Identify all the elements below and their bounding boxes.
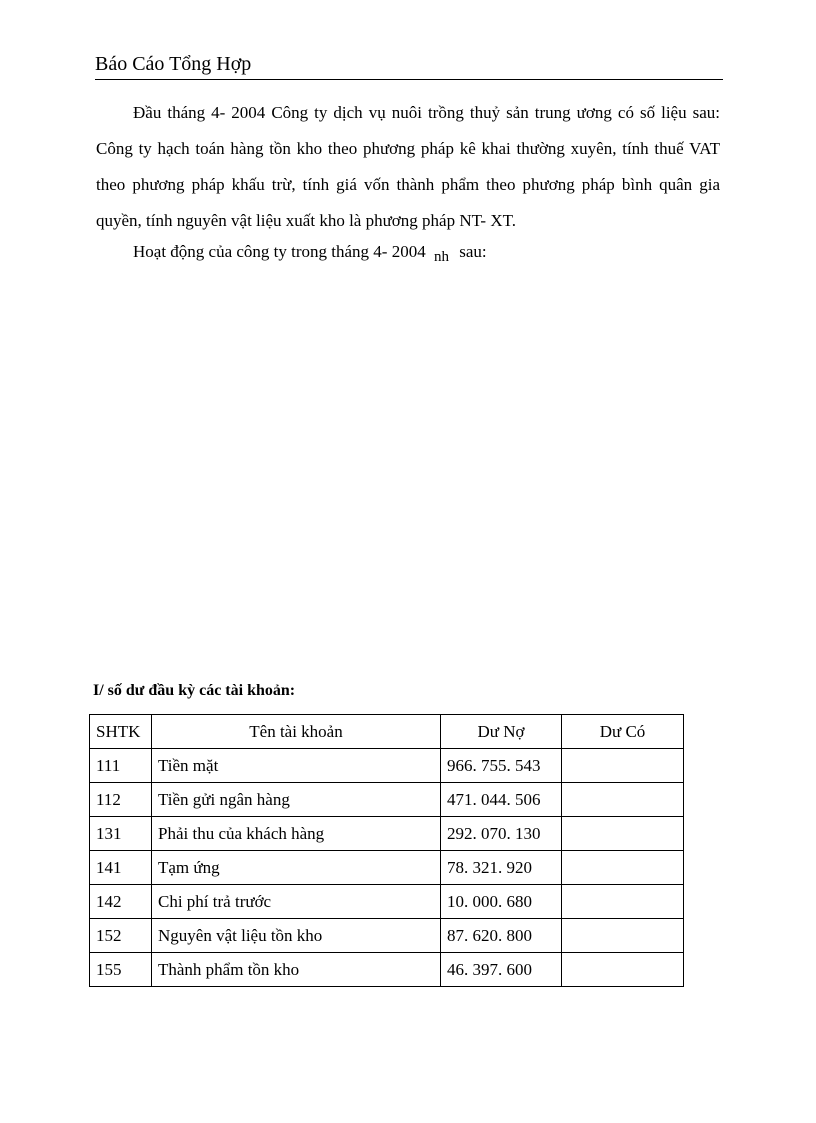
page-header-title: Báo Cáo Tổng Hợp (95, 53, 252, 75)
account-credit (562, 851, 684, 885)
activity-text-end: sau: (459, 242, 487, 261)
intro-paragraph: Đầu tháng 4- 2004 Công ty dịch vụ nuôi trồng thuỷ sản trung ương có số liệu sau: Công ty hạch toán hàng tồn kho theo phương pháp kê khai thường xuyên, tính thuế VAT theo phương pháp khấu trừ, tính giá vốn thành phẩm theo phương pháp bình quân gia quyền, tính nguyên vật liệu xuất kho là phương pháp NT- XT. (96, 103, 720, 230)
account-debit: 292. 070. 130 (441, 817, 562, 851)
account-debit: 78. 321. 920 (441, 851, 562, 885)
table-row (90, 919, 684, 953)
activity-text: Hoạt động của công ty trong tháng 4- 2004 (133, 242, 426, 261)
account-debit: 46. 397. 600 (441, 953, 562, 987)
section-title: I/ số dư đầu kỳ các tài khoản: (93, 682, 296, 699)
account-code: 155 (90, 953, 152, 987)
balance-table (89, 714, 684, 987)
account-debit: 87. 620. 800 (441, 919, 562, 953)
account-name: Thành phẩm tồn kho (152, 953, 441, 987)
page-header (95, 52, 723, 80)
account-name: Nguyên vật liệu tồn kho (152, 919, 441, 953)
header-shtk: SHTK (90, 715, 152, 749)
activity-paragraph (96, 234, 720, 271)
account-debit: 10. 000. 680 (441, 885, 562, 919)
table-header-row (90, 715, 684, 749)
header-account-name: Tên tài khoản (152, 715, 441, 749)
account-code: 112 (90, 783, 152, 817)
account-name: Tiền gửi ngân hàng (152, 783, 441, 817)
account-name: Phải thu của khách hàng (152, 817, 441, 851)
account-code: 141 (90, 851, 152, 885)
account-debit: 966. 755. 543 (441, 749, 562, 783)
account-credit (562, 749, 684, 783)
table-row (90, 851, 684, 885)
account-credit (562, 953, 684, 987)
account-name: Tạm ứng (152, 851, 441, 885)
account-credit (562, 885, 684, 919)
account-code: 152 (90, 919, 152, 953)
account-code: 111 (90, 749, 152, 783)
table-row (90, 953, 684, 987)
account-name: Tiền mặt (152, 749, 441, 783)
account-name: Chi phí trả trước (152, 885, 441, 919)
account-code: 142 (90, 885, 152, 919)
table-row (90, 817, 684, 851)
table-row (90, 783, 684, 817)
header-debit: Dư Nợ (441, 715, 562, 749)
table-row (90, 885, 684, 919)
account-credit (562, 817, 684, 851)
activity-subscript: nh (433, 249, 449, 265)
account-credit (562, 783, 684, 817)
account-code: 131 (90, 817, 152, 851)
table-row (90, 749, 684, 783)
account-debit: 471. 044. 506 (441, 783, 562, 817)
header-credit: Dư Có (562, 715, 684, 749)
account-credit (562, 919, 684, 953)
